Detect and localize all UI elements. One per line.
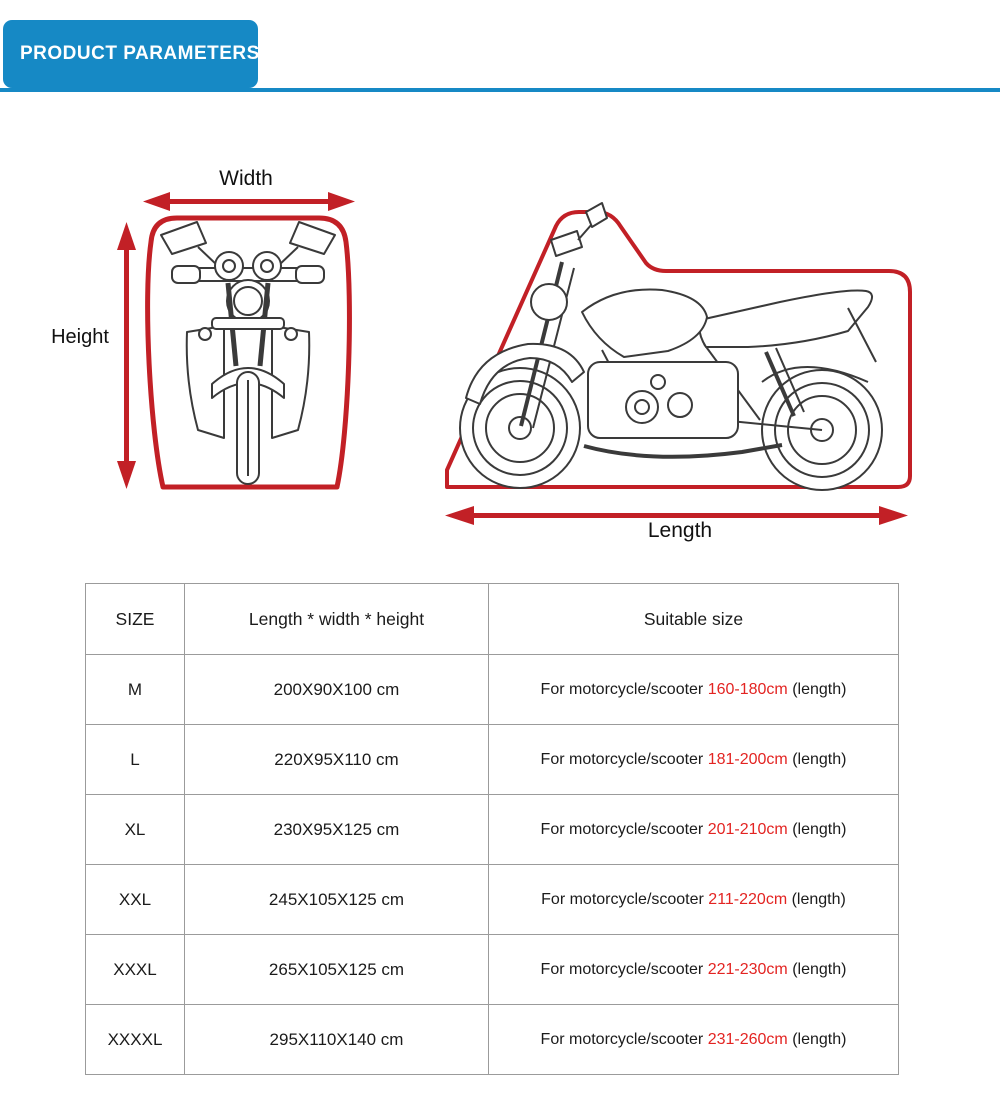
size-cell: XL [86,795,185,865]
motorcycle-side-art [460,203,882,490]
header-divider-line [0,88,1000,92]
header-suitable: Suitable size [489,584,899,655]
width-arrow-icon [143,192,355,211]
size-cell: L [86,725,185,795]
dimensions-cell: 245X105X125 cm [185,865,489,935]
table-row [86,655,899,725]
suitable-prefix: For motorcycle/scooter [540,960,708,978]
size-table [85,583,899,1075]
suitable-prefix: For motorcycle/scooter [540,820,708,838]
motorcycle-cover-diagram [0,140,1000,570]
suitable-prefix: For motorcycle/scooter [540,1030,708,1048]
suitable-prefix: For motorcycle/scooter [540,680,708,698]
suitable-suffix: (length) [787,960,847,978]
section-title-banner [3,20,258,88]
suitable-suffix: (length) [787,890,846,908]
table-row [86,935,899,1005]
dimensions-cell: 200X90X100 cm [185,655,489,725]
table-row [86,725,899,795]
size-cell: XXXL [86,935,185,1005]
length-dimension-label: Length [647,519,713,542]
suitable-cell [489,935,899,1005]
suitable-suffix: (length) [787,680,847,698]
suitable-prefix: For motorcycle/scooter [540,750,708,768]
length-arrow-icon [445,506,908,525]
header-dimensions: Length * width * height [185,584,489,655]
dimensions-cell: 265X105X125 cm [185,935,489,1005]
size-table-body [86,655,899,1075]
suitable-cell [489,865,899,935]
table-header-row [86,584,899,655]
suitable-suffix: (length) [787,1030,847,1048]
table-row [86,795,899,865]
side-view-diagram [445,203,910,525]
size-cell: XXXXL [86,1005,185,1075]
size-cell: M [86,655,185,725]
suitable-suffix: (length) [787,820,847,838]
suitable-range: 231-260cm [707,1030,788,1048]
height-dimension-label: Height [51,326,109,348]
header-size: SIZE [86,584,185,655]
suitable-cell [489,1005,899,1075]
width-dimension-label: Width [219,167,273,190]
height-arrow-icon [117,222,136,489]
suitable-cell [489,725,899,795]
table-row [86,865,899,935]
table-row [86,1005,899,1075]
dimensions-cell: 230X95X125 cm [185,795,489,865]
front-view-diagram [117,192,355,489]
section-title: PRODUCT PARAMETERS [20,43,260,64]
suitable-range: 211-220cm [708,890,788,908]
suitable-range: 201-210cm [707,820,788,838]
suitable-range: 181-200cm [707,750,788,768]
dimensions-cell: 295X110X140 cm [185,1005,489,1075]
suitable-suffix: (length) [787,750,847,768]
suitable-range: 221-230cm [707,960,788,978]
suitable-cell [489,795,899,865]
suitable-range: 160-180cm [707,680,788,698]
suitable-prefix: For motorcycle/scooter [541,890,709,908]
motorcycle-front-art [161,222,335,484]
suitable-cell [489,655,899,725]
size-cell: XXL [86,865,185,935]
dimensions-cell: 220X95X110 cm [185,725,489,795]
